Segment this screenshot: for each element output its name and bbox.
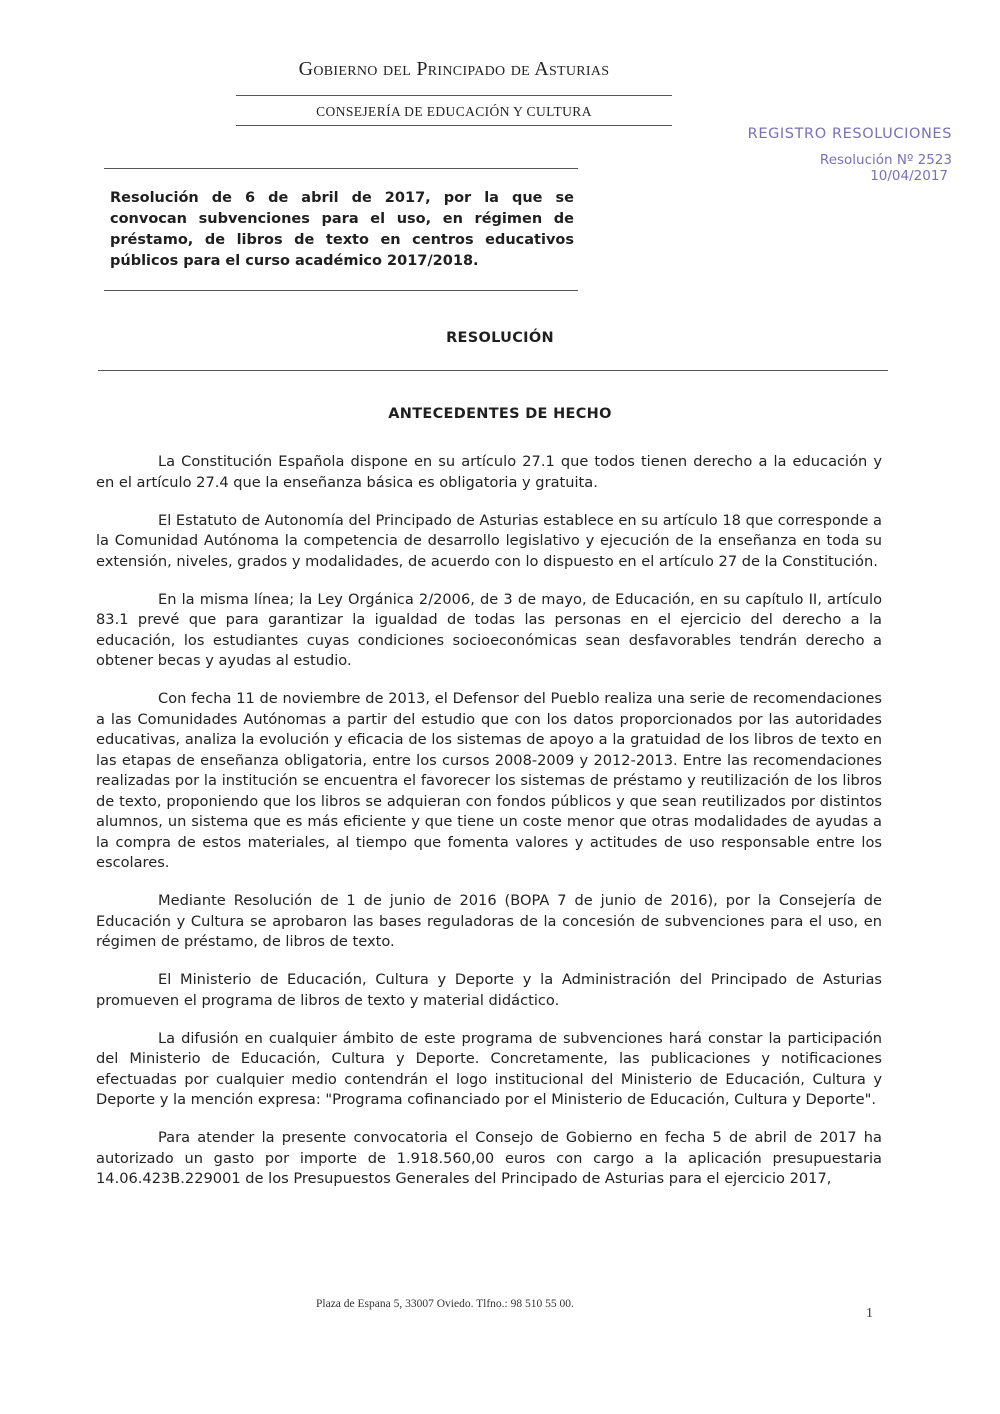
paragraph: La Constitución Española dispone en su artículo 27.1 que todos tienen derecho a la educación y en el artículo 27.4 que la enseñanza básica es obligatoria y gratuita. [96,453,882,491]
paragraph: Mediante Resolución de 1 de junio de 2016 (BOPA 7 de junio de 2016), por la Consejería de Educación y Cultura se aprobaron las bases reguladoras de la concesión de subvenciones para el uso, en régimen de préstamo, de libros de texto. [96,892,882,950]
title-divider-bottom [104,290,578,291]
paragraph: Para atender la presente convocatoria el Consejo de Gobierno en fecha 5 de abril de 2017 ha autorizado un gasto por importe de 1.918.560,00 euros con cargo a la aplicación presupuestaria 14.06.423B.229001 de los Presupuestos Generales del Principado de Asturias para el ejercicio 2017, [96,1129,882,1187]
paragraph: El Estatuto de Autonomía del Principado de Asturias establece en su artículo 18 que corresponde a la Comunidad Autónoma la competencia de desarrollo legislativo y ejecución de la enseñanza en toda su extensión, niveles, grados y modalidades, de acuerdo con lo dispuesto en el artículo 27 de la Constitución. [96,511,882,570]
resolution-divider [98,370,888,371]
stamp-date: 10/04/2017 [870,168,948,184]
resolution-heading: RESOLUCIÓN [446,330,554,346]
document-title: Resolución de 6 de abril de 2017, por la que se convocan subvenciones para el uso, en régimen de préstamo, de libros de texto en centros educativos públicos para el curso académico 2017/2018. [110,190,574,269]
title-divider-top [104,168,578,169]
paragraph: Con fecha 11 de noviembre de 2013, el Defensor del Pueblo realiza una serie de recomendaciones a las Comunidades Autónomas a partir del estudio que con los datos proporcionados por las autoridades educativas, analiza la evolución y eficacia de los sistemas de apoyo a la gratuidad de los libros de texto en las etapas de enseñanza obligatoria, entre los cursos 2008-2009 y 2012-2013. Entre las recomendaciones realizadas por la institución se encuentra el favorecer los sistemas de préstamo y reutilización de los libros de texto, proponiendo que los libros se adquieran con fondos públicos y que sean reutilizados por distintos alumnos, un sistema que es más eficiente y que tiene un coste menor que otras modalidades de ayudas a la compra de estos materiales, al tiempo que fomenta valores y actitudes de uso responsable entre los escolares. [96,690,882,871]
government-header: Gobierno del Principado de Asturias [298,58,610,80]
paragraph: En la misma línea; la Ley Orgánica 2/2006, de 3 de mayo, de Educación, en su capítulo II, artículo 83.1 prevé que para garantizar la igualdad de todas las personas en el ejercicio del derecho a la educación, los estudiantes cuyas condiciones socioeconómicas sean desfavorables tendrán derecho a obtener becas y ayudas al estudio. [96,590,882,669]
footer-address: Plaza de Espana 5, 33007 Oviedo. Tlfno.: 98 510 55 00. [316,1298,574,1310]
stamp-resolution-number: Resolución Nº 2523 [819,152,952,168]
registry-stamp [692,126,952,184]
body-text [96,452,882,1207]
department-header: CONSEJERÍA DE EDUCACIÓN Y CULTURA [316,104,592,119]
paragraph: El Ministerio de Educación, Cultura y Deporte y la Administración del Principado de Asturias promueven el programa de libros de texto y material didáctico. [96,971,882,1009]
page-number: 1 [866,1306,873,1321]
header-divider-bottom [236,125,672,126]
paragraph: La difusión en cualquier ámbito de este programa de subvenciones hará constar la participación del Ministerio de Educación, Cultura y Deporte. Concretamente, las publicaciones y notificaciones efectuadas por cualquier medio contendrán el logo institucional del Ministerio de Educación, Cultura y Deporte y la mención expresa: "Programa cofinanciado por el Ministerio de Educación, Cultura y Deporte". [96,1029,882,1108]
stamp-title: REGISTRO RESOLUCIONES [747,126,952,142]
antecedentes-heading: ANTECEDENTES DE HECHO [388,406,612,422]
header-divider-top [236,95,672,96]
